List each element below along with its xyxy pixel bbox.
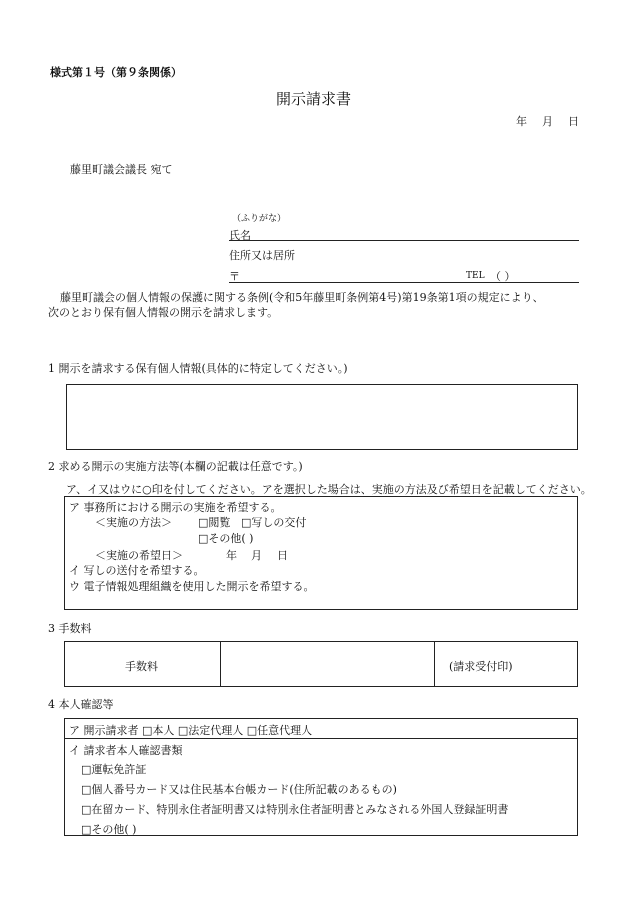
option-u[interactable]: ウ 電子情報処理組織を使用した開示を希望する。 bbox=[69, 580, 315, 593]
option-view-checkbox[interactable]: □閲覧 bbox=[198, 516, 231, 529]
fee-label: 手数料 bbox=[125, 660, 158, 673]
desired-date-month: 月 bbox=[251, 549, 262, 562]
id-doc-other[interactable]: □その他( ) bbox=[81, 823, 137, 836]
id-doc-residence-card[interactable]: □在留カード、特別永住者証明書又は特別永住者証明書とみなされる外国人登録証明書 bbox=[81, 803, 509, 816]
date-year-label: 年 bbox=[516, 115, 527, 128]
name-underline bbox=[229, 240, 579, 241]
section2-heading: 2 求める開示の実施方法等(本欄の記載は任意です。) bbox=[48, 460, 303, 473]
desired-date-year: 年 bbox=[226, 549, 237, 562]
option-copy-checkbox[interactable]: □写しの交付 bbox=[241, 516, 307, 529]
date-day-label: 日 bbox=[568, 115, 579, 128]
section1-heading: 1 開示を請求する保有個人情報(具体的に特定してください。) bbox=[48, 362, 348, 375]
furigana-label: （ふりがな） bbox=[232, 214, 287, 224]
option-other-checkbox[interactable]: □その他( ) bbox=[198, 532, 254, 545]
tel-label: TEL bbox=[466, 271, 485, 281]
identity-table bbox=[64, 718, 578, 836]
fee-divider-2 bbox=[434, 642, 435, 686]
intro-line-1: 藤里町議会の個人情報の保護に関する条例(令和5年藤里町条例第4号)第19条第1項の規定により、 bbox=[60, 291, 544, 304]
section2-note: ア、イ又はウに○印を付してください。アを選択した場合は、実施の方法及び希望日を記載してください。 bbox=[66, 483, 592, 496]
requester-type-row[interactable]: ア 開示請求者 □本人 □法定代理人 □任意代理人 bbox=[69, 724, 313, 737]
identity-divider bbox=[65, 738, 577, 739]
page-title: 開示請求書 bbox=[276, 90, 352, 108]
address-label: 住所又は居所 bbox=[229, 249, 295, 262]
stamp-label: (請求受付印) bbox=[449, 660, 513, 673]
id-doc-my-number-card[interactable]: □個人番号カード又は住民基本台帳カード(住所記載のあるもの) bbox=[81, 783, 397, 796]
tel-parens: （ ） bbox=[490, 270, 516, 283]
option-i[interactable]: イ 写しの送付を希望する。 bbox=[69, 564, 205, 577]
fee-table bbox=[64, 641, 578, 687]
desired-date-day: 日 bbox=[277, 549, 288, 562]
desired-date-label: ＜実施の希望日＞ bbox=[95, 549, 183, 562]
date-month-label: 月 bbox=[542, 115, 553, 128]
form-number: 様式第１号（第９条関係） bbox=[50, 66, 182, 79]
section4-heading: 4 本人確認等 bbox=[48, 698, 114, 711]
section3-heading: 3 手数料 bbox=[48, 622, 92, 635]
id-doc-driver-license[interactable]: □運転免許証 bbox=[81, 763, 147, 776]
method-label: ＜実施の方法＞ bbox=[95, 516, 172, 529]
method-box bbox=[64, 496, 578, 610]
fee-divider-1 bbox=[220, 642, 221, 686]
postal-mark: 〒 bbox=[229, 270, 240, 283]
option-a[interactable]: ア 事務所における開示の実施を希望する。 bbox=[69, 501, 282, 514]
id-docs-heading: イ 請求者本人確認書類 bbox=[69, 744, 183, 757]
intro-line-2: 次のとおり保有個人情報の開示を請求します。 bbox=[48, 306, 279, 319]
address-underline bbox=[229, 282, 579, 283]
addressee: 藤里町議会議長 宛て bbox=[70, 163, 173, 176]
name-label: 氏名 bbox=[229, 229, 251, 242]
requested-info-box[interactable] bbox=[66, 384, 578, 450]
